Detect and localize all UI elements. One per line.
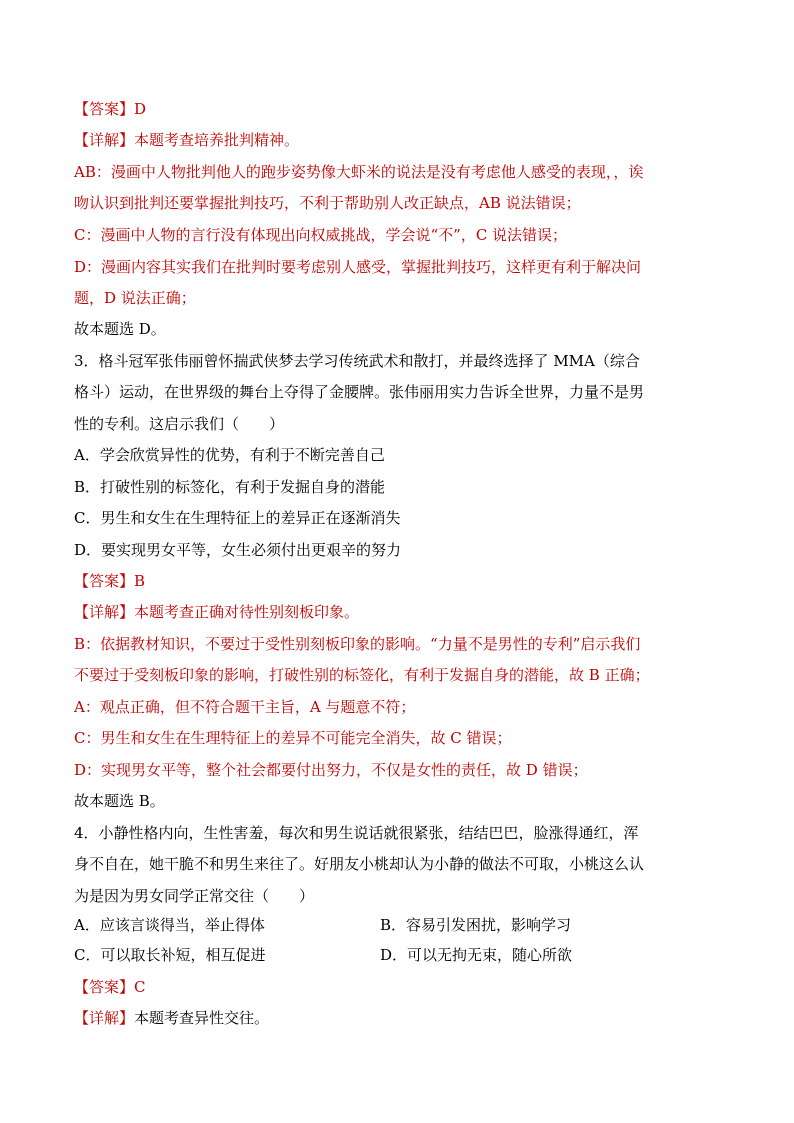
analysis-line: C：男生和女生在生理特征上的差异不可能完全消失，故 C 错误； <box>74 729 512 747</box>
options-row <box>74 914 694 936</box>
detail-line <box>74 1007 694 1029</box>
detail-text: 本题考查培养批判精神。 <box>134 131 300 149</box>
analysis-line: 题，D 说法正确； <box>74 289 196 307</box>
analysis-line: AB：漫画中人物批判他人的跑步姿势像大虾米的说法是没有考虑他人感受的表现，，诶 <box>74 163 644 181</box>
option-a: A．应该言谈得当，举止得体 <box>74 916 265 934</box>
option-c: C．可以取长补短，相互促进 <box>74 946 266 964</box>
answer-value: D <box>134 100 147 118</box>
analysis-line: C：漫画中人物的言行没有体现出向权威挑战，学会说“不”，C 说法错误； <box>74 226 568 244</box>
detail-text: 本题考查正确对待性别刻板印象。 <box>134 603 360 621</box>
analysis-line: D：漫画内容其实我们在批判时要考虑别人感受，掌握批判技巧，这样更有利于解决问 <box>74 258 642 276</box>
detail-tag: 【详解】 <box>74 603 135 621</box>
analysis-line: A：观点正确，但不符合题干主旨，A 与题意不符； <box>74 698 416 716</box>
option-c: C．男生和女生在生理特征上的差异正在逐渐消失 <box>74 509 401 527</box>
question-stem-line: 身不自在，她干脆不和男生来往了。好朋友小桃却认为小静的做法不可取，小桃这么认 <box>74 855 645 873</box>
answer-tag: 【答案】 <box>74 100 135 118</box>
conclusion-line: 故本题选 D。 <box>74 320 166 338</box>
detail-tag: 【详解】 <box>74 1009 135 1027</box>
answer-tag: 【答案】 <box>74 978 135 996</box>
option-b: B．容易引发困扰，影响学习 <box>380 916 572 934</box>
question-stem-line: 4．小静性格内向，生性害羞，每次和男生说话就很紧张，结结巴巴，脸涨得通红，浑 <box>74 824 639 842</box>
option-a: A．学会欣赏异性的优势，有利于不断完善自己 <box>74 446 385 464</box>
option-b: B．打破性别的标签化，有利于发掘自身的潜能 <box>74 478 386 496</box>
detail-line <box>74 129 694 151</box>
answer-line <box>74 570 694 592</box>
answer-line <box>74 976 694 998</box>
question-stem-line: 3．格斗冠军张伟丽曾怀揣武侠梦去学习传统武术和散打，并最终选择了 MMA（综合 <box>74 352 640 370</box>
option-d: D．要实现男女平等，女生必须付出更艰辛的努力 <box>74 541 402 559</box>
option-d: D．可以无拘无束，随心所欲 <box>380 946 573 964</box>
answer-tag: 【答案】 <box>74 572 135 590</box>
question-stem-line: 性的专利。这启示我们（ ） <box>74 415 285 433</box>
conclusion-line: 故本题选 B。 <box>74 792 165 810</box>
analysis-line: B：依据教材知识，不要过于受性别刻板印象的影响。“力量不是男性的专利”启示我们 <box>74 635 641 653</box>
analysis-line: 不要过于受刻板印象的影响，打破性别的标签化，有利于发掘自身的潜能，故 B 正确； <box>74 666 650 684</box>
question-stem-line: 格斗）运动，在世界级的舞台上夺得了金腰牌。张伟丽用实力告诉全世界，力量不是男 <box>74 383 645 401</box>
answer-value: B <box>134 572 146 590</box>
detail-text: 本题考查异性交往。 <box>134 1009 270 1027</box>
detail-tag: 【详解】 <box>74 131 135 149</box>
question-stem-line: 为是因为男女同学正常交往（ ） <box>74 887 315 905</box>
options-row <box>74 944 694 966</box>
analysis-line: 吻认识到批判还要掌握批判技巧，不利于帮助别人改正缺点，AB 说法错误； <box>74 194 581 212</box>
answer-value: C <box>134 978 146 996</box>
answer-line <box>74 98 694 120</box>
detail-line <box>74 601 694 623</box>
analysis-line: D：实现男女平等，整个社会都要付出努力，不仅是女性的责任，故 D 错误； <box>74 761 588 779</box>
